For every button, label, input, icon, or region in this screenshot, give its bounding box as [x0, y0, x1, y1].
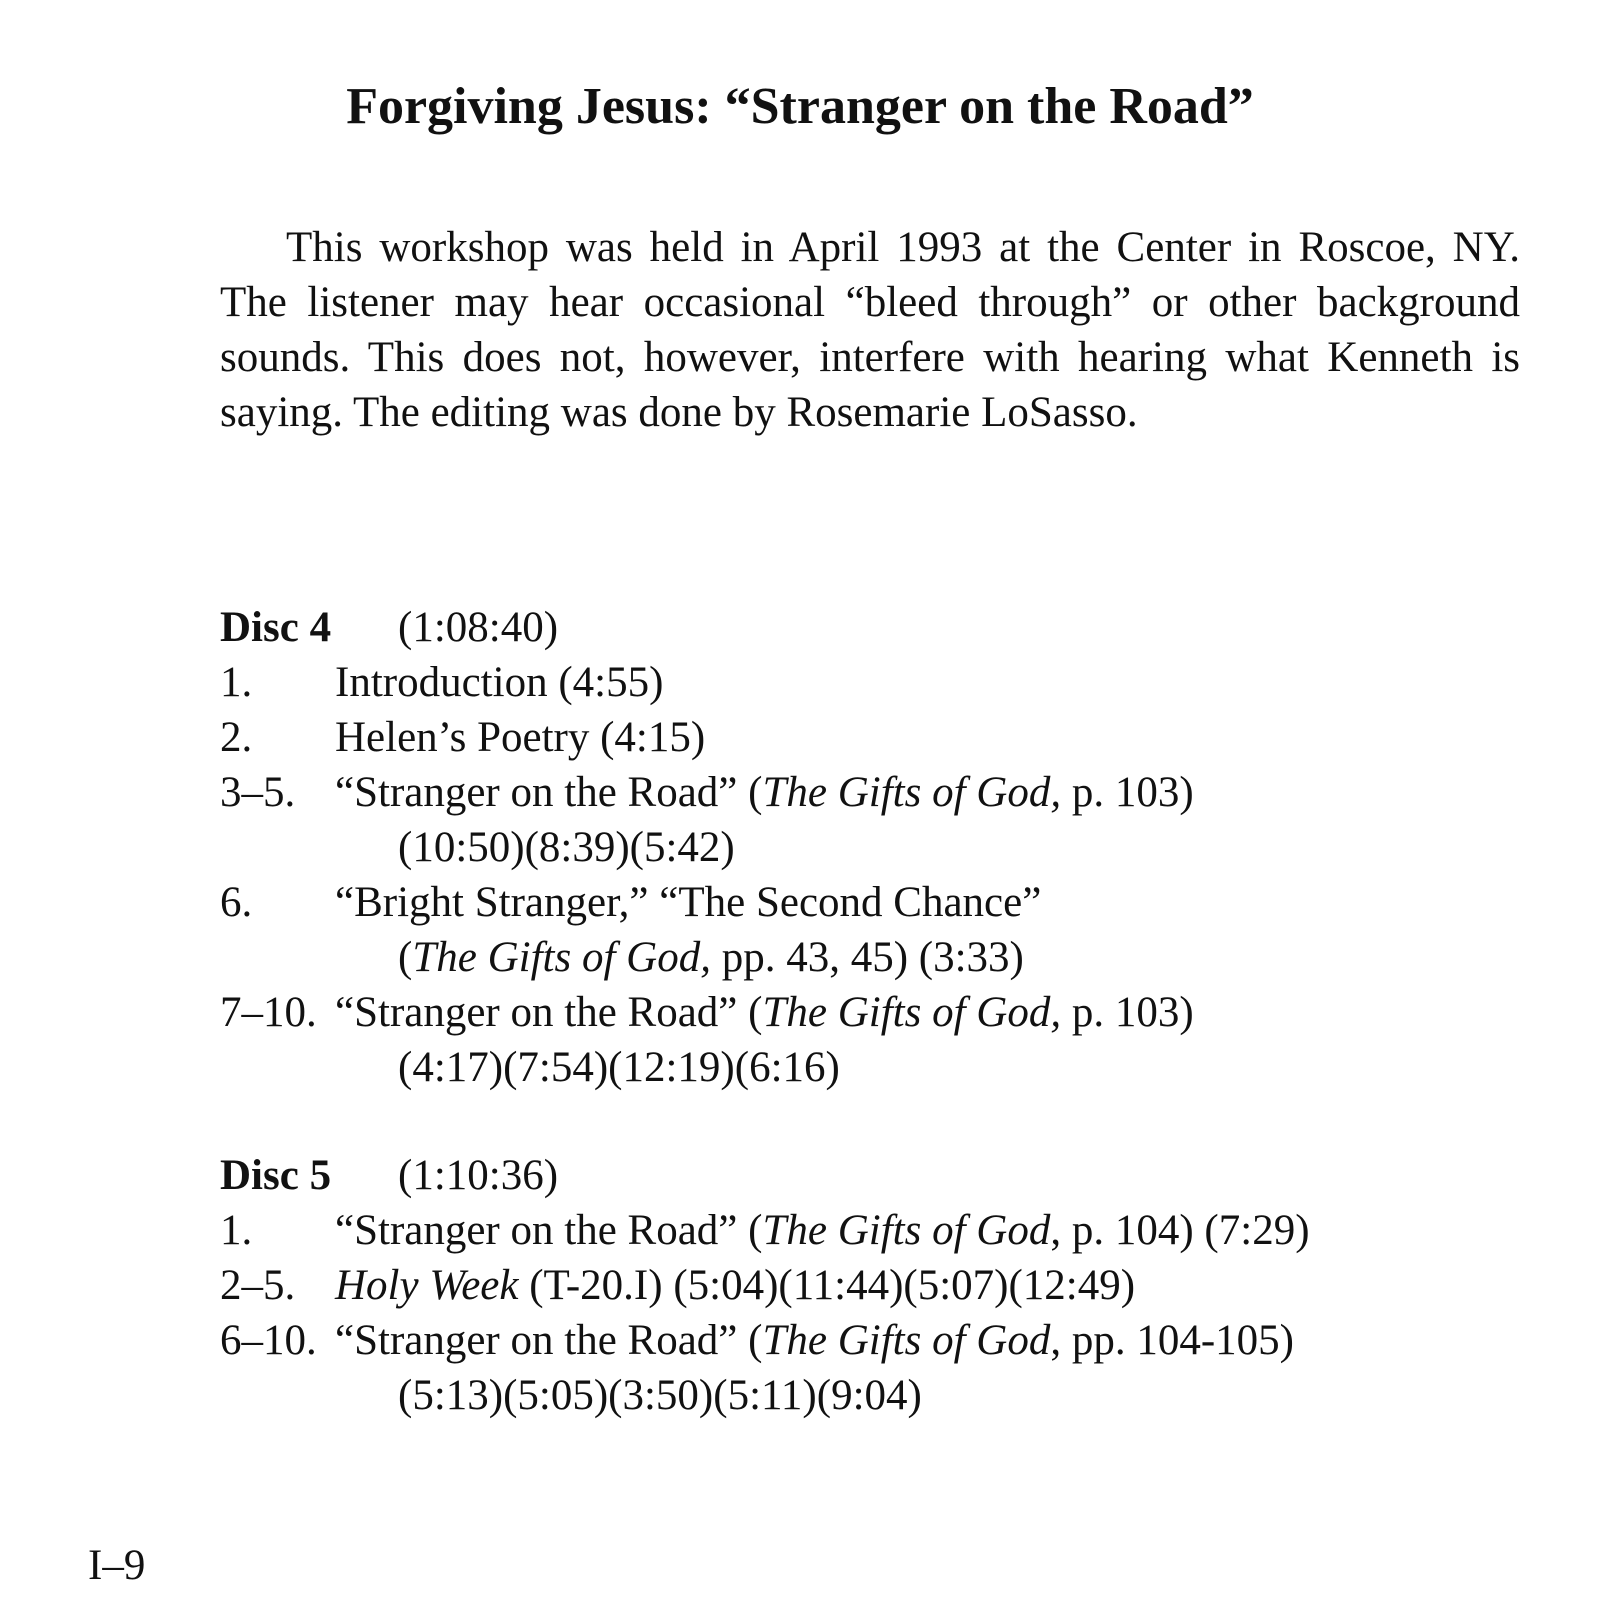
page-number: I–9: [88, 1542, 146, 1589]
track-number: 6–10.: [220, 1317, 317, 1364]
track-list-item: [220, 765, 1550, 820]
disc-5-section: [220, 1148, 1550, 1423]
intro-paragraph: This workshop was held in April 1993 at the Center in Roscoe, NY. The listener may hear occasional “bleed through” or other background sounds. This does not, however, interfere with hearing what Kenneth is saying. The editing was done by Rosemarie LoSasso.: [220, 224, 1520, 436]
page-title: Forgiving Jesus: “Stranger on the Road”: [346, 78, 1254, 135]
track-number: 6.: [220, 879, 253, 926]
track-list-item: [220, 985, 1550, 1040]
track-number: 2.: [220, 714, 253, 761]
track-title: “Stranger on the Road” (The Gifts of God, p. 103): [335, 989, 1194, 1036]
disc-5-header: [220, 1148, 1550, 1203]
track-number: 1.: [220, 659, 253, 706]
track-list-item: [220, 655, 1550, 710]
disc-5-label: Disc 5: [220, 1152, 332, 1199]
track-durations: (10:50)(8:39)(5:42): [398, 824, 735, 871]
track-list-item: [220, 1313, 1550, 1368]
track-title: Introduction (4:55): [335, 659, 664, 706]
track-list-item: [220, 1203, 1550, 1258]
track-durations: (4:17)(7:54)(12:19)(6:16): [398, 1044, 840, 1091]
track-title: Holy Week (T-20.I) (5:04)(11:44)(5:07)(12:49): [335, 1262, 1136, 1309]
track-durations: (5:13)(5:05)(3:50)(5:11)(9:04): [398, 1372, 922, 1419]
disc-4-label: Disc 4: [220, 604, 332, 651]
disc-4-header: [220, 600, 1550, 655]
track-number: 2–5.: [220, 1262, 296, 1309]
track-number: 1.: [220, 1207, 253, 1254]
track-list-item: [220, 875, 1550, 930]
track-number: 7–10.: [220, 989, 317, 1036]
track-list-item: [220, 710, 1550, 765]
track-title: “Stranger on the Road” (The Gifts of God, p. 103): [335, 769, 1194, 816]
track-title: Helen’s Poetry (4:15): [335, 714, 706, 761]
track-title: “Bright Stranger,” “The Second Chance”: [335, 879, 1042, 926]
track-title: “Stranger on the Road” (The Gifts of God, p. 104) (7:29): [335, 1207, 1310, 1254]
track-title: “Stranger on the Road” (The Gifts of God, pp. 104-105): [335, 1317, 1294, 1364]
disc-4-section: [220, 600, 1550, 1095]
disc-5-duration: (1:10:36): [398, 1152, 559, 1199]
track-durations: (The Gifts of God, pp. 43, 45) (3:33): [398, 934, 1024, 981]
disc-4-duration: (1:08:40): [398, 604, 559, 651]
track-number: 3–5.: [220, 769, 296, 816]
track-list-item: [220, 1258, 1550, 1313]
